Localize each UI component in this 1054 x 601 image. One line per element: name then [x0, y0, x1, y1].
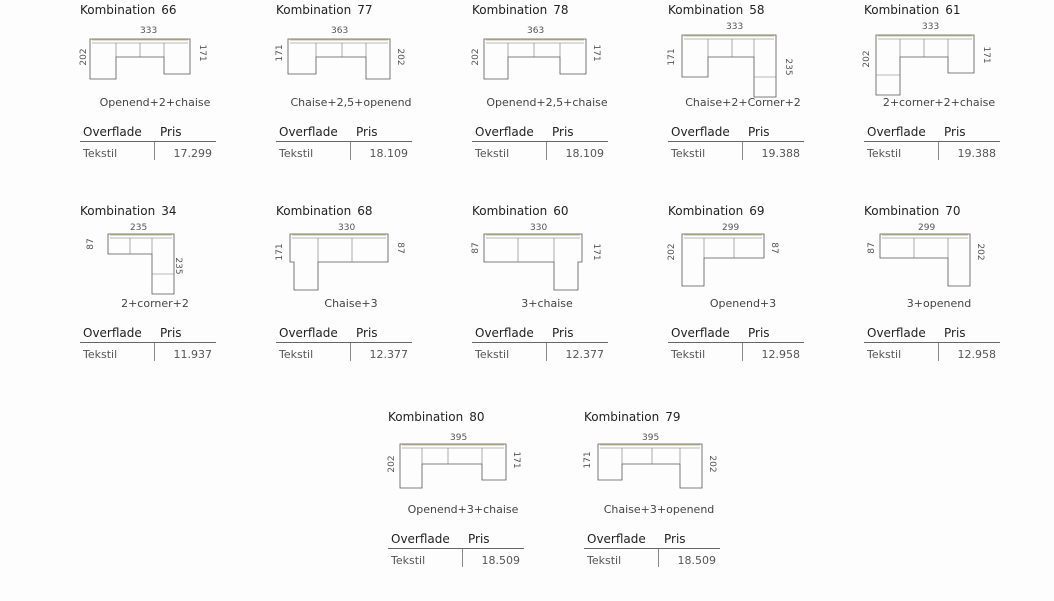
left-dim: 202 — [667, 243, 677, 261]
price-table — [864, 123, 1000, 163]
price-header: Pris — [944, 326, 966, 340]
surface-value: Tekstil — [83, 348, 118, 361]
price-header: Pris — [160, 326, 182, 340]
right-dim: 202 — [975, 243, 985, 261]
combination-title: Kombination 69 — [668, 204, 765, 218]
surface-value: Tekstil — [475, 348, 510, 361]
right-dim: 171 — [591, 44, 601, 62]
left-dim: 202 — [387, 455, 397, 473]
right-dim: 171 — [591, 243, 601, 261]
price-table — [668, 123, 804, 163]
combination-caption: Chaise+2+Corner+2 — [685, 96, 801, 109]
surface-header: Overflade — [279, 125, 338, 139]
price-value: 18.109 — [565, 147, 604, 160]
price-header: Pris — [664, 532, 686, 546]
sofa-diagram — [472, 19, 622, 89]
right-dim: 235 — [783, 58, 793, 76]
surface-header: Overflade — [587, 532, 646, 546]
price-value: 12.958 — [761, 348, 800, 361]
combination-title: Kombination 68 — [276, 204, 373, 218]
left-dim: 87 — [867, 242, 877, 254]
left-dim: 202 — [471, 48, 481, 66]
surface-header: Overflade — [867, 326, 926, 340]
surface-header: Overflade — [867, 125, 926, 139]
price-header: Pris — [944, 125, 966, 139]
surface-header: Overflade — [279, 326, 338, 340]
price-header: Pris — [356, 326, 378, 340]
combination-caption: Openend+3 — [709, 297, 777, 310]
right-dim: 171 — [981, 46, 991, 64]
combination-title: Kombination 58 — [668, 3, 765, 17]
combination-title: Kombination 80 — [388, 410, 485, 424]
left-dim: 87 — [86, 238, 96, 250]
surface-value: Tekstil — [475, 147, 510, 160]
price-table — [472, 123, 608, 163]
left-dim: 171 — [275, 44, 285, 62]
width-dim: 299 — [918, 223, 936, 233]
combination-caption: Openend+3+chaise — [407, 503, 519, 516]
sofa-diagram — [668, 220, 818, 290]
combination-title: Kombination 78 — [472, 3, 569, 17]
right-dim: 235 — [173, 257, 183, 275]
left-dim: 202 — [79, 48, 89, 66]
left-dim: 87 — [471, 242, 481, 254]
right-dim: 171 — [511, 451, 521, 469]
price-header: Pris — [748, 125, 770, 139]
surface-value: Tekstil — [867, 147, 902, 160]
right-dim: 171 — [197, 44, 207, 62]
sofa-diagram — [668, 19, 818, 89]
surface-value: Tekstil — [83, 147, 118, 160]
price-value: 18.509 — [677, 554, 716, 567]
combination-caption: 3+openend — [906, 297, 972, 310]
width-dim: 330 — [338, 223, 356, 233]
combination-title: Kombination 77 — [276, 3, 373, 17]
price-value: 19.388 — [761, 147, 800, 160]
combination-title: Kombination 61 — [864, 3, 961, 17]
surface-value: Tekstil — [587, 554, 622, 567]
price-value: 12.377 — [369, 348, 408, 361]
combination-caption: 2+corner+2 — [121, 297, 189, 310]
price-value: 12.377 — [565, 348, 604, 361]
surface-header: Overflade — [475, 326, 534, 340]
sofa-diagram — [864, 19, 1014, 89]
combination-title: Kombination 66 — [80, 3, 177, 17]
right-dim: 87 — [769, 242, 779, 254]
combination-caption: Openend+2+chaise — [99, 96, 211, 109]
price-header: Pris — [552, 326, 574, 340]
combination-title: Kombination 60 — [472, 204, 569, 218]
price-table — [388, 530, 524, 570]
width-dim: 363 — [527, 26, 545, 36]
width-dim: 333 — [140, 26, 158, 36]
combination-caption: 2+corner+2+chaise — [882, 96, 996, 109]
width-dim: 395 — [450, 433, 468, 443]
width-dim: 330 — [530, 223, 548, 233]
price-header: Pris — [356, 125, 378, 139]
price-header: Pris — [748, 326, 770, 340]
combination-caption: Chaise+3+openend — [603, 503, 715, 516]
surface-value: Tekstil — [279, 147, 314, 160]
surface-value: Tekstil — [867, 348, 902, 361]
surface-header: Overflade — [671, 125, 730, 139]
combination-title: Kombination 70 — [864, 204, 961, 218]
price-table — [472, 324, 608, 364]
left-dim: 171 — [275, 243, 285, 261]
left-dim: 202 — [862, 50, 872, 68]
price-value: 18.509 — [481, 554, 520, 567]
surface-header: Overflade — [475, 125, 534, 139]
combination-title: Kombination 34 — [80, 204, 177, 218]
price-table — [864, 324, 1000, 364]
right-dim: 202 — [395, 48, 405, 66]
price-table — [276, 123, 412, 163]
left-dim: 171 — [667, 48, 677, 66]
price-table — [80, 123, 216, 163]
combination-caption: Chaise+3 — [324, 297, 378, 310]
combination-caption: Openend+2,5+chaise — [486, 96, 608, 109]
width-dim: 333 — [922, 22, 940, 32]
price-value: 19.388 — [957, 147, 996, 160]
surface-value: Tekstil — [671, 147, 706, 160]
combination-caption: 3+chaise — [521, 297, 573, 310]
price-value: 12.958 — [957, 348, 996, 361]
surface-header: Overflade — [83, 326, 142, 340]
sofa-diagram — [80, 19, 230, 89]
surface-header: Overflade — [671, 326, 730, 340]
sofa-diagram — [80, 220, 230, 290]
right-dim: 87 — [395, 242, 405, 254]
price-value: 17.299 — [173, 147, 212, 160]
right-dim: 202 — [707, 455, 717, 473]
price-header: Pris — [468, 532, 490, 546]
price-value: 11.937 — [173, 348, 212, 361]
combination-title: Kombination 79 — [584, 410, 681, 424]
left-dim: 171 — [583, 451, 593, 469]
price-header: Pris — [552, 125, 574, 139]
width-dim: 395 — [642, 433, 660, 443]
sofa-diagram — [276, 19, 426, 89]
width-dim: 235 — [130, 223, 148, 233]
width-dim: 333 — [726, 22, 744, 32]
surface-value: Tekstil — [671, 348, 706, 361]
price-table — [668, 324, 804, 364]
sofa-diagram — [472, 220, 622, 290]
sofa-diagram — [584, 426, 734, 496]
price-table — [276, 324, 412, 364]
sofa-diagram — [276, 220, 426, 290]
width-dim: 299 — [722, 223, 740, 233]
surface-value: Tekstil — [279, 348, 314, 361]
price-value: 18.109 — [369, 147, 408, 160]
surface-header: Overflade — [391, 532, 450, 546]
price-table — [80, 324, 216, 364]
sofa-diagram — [864, 220, 1014, 290]
combination-caption: Chaise+2,5+openend — [290, 96, 412, 109]
price-header: Pris — [160, 125, 182, 139]
width-dim: 363 — [331, 26, 349, 36]
surface-header: Overflade — [83, 125, 142, 139]
price-table — [584, 530, 720, 570]
sofa-diagram — [388, 426, 538, 496]
surface-value: Tekstil — [391, 554, 426, 567]
